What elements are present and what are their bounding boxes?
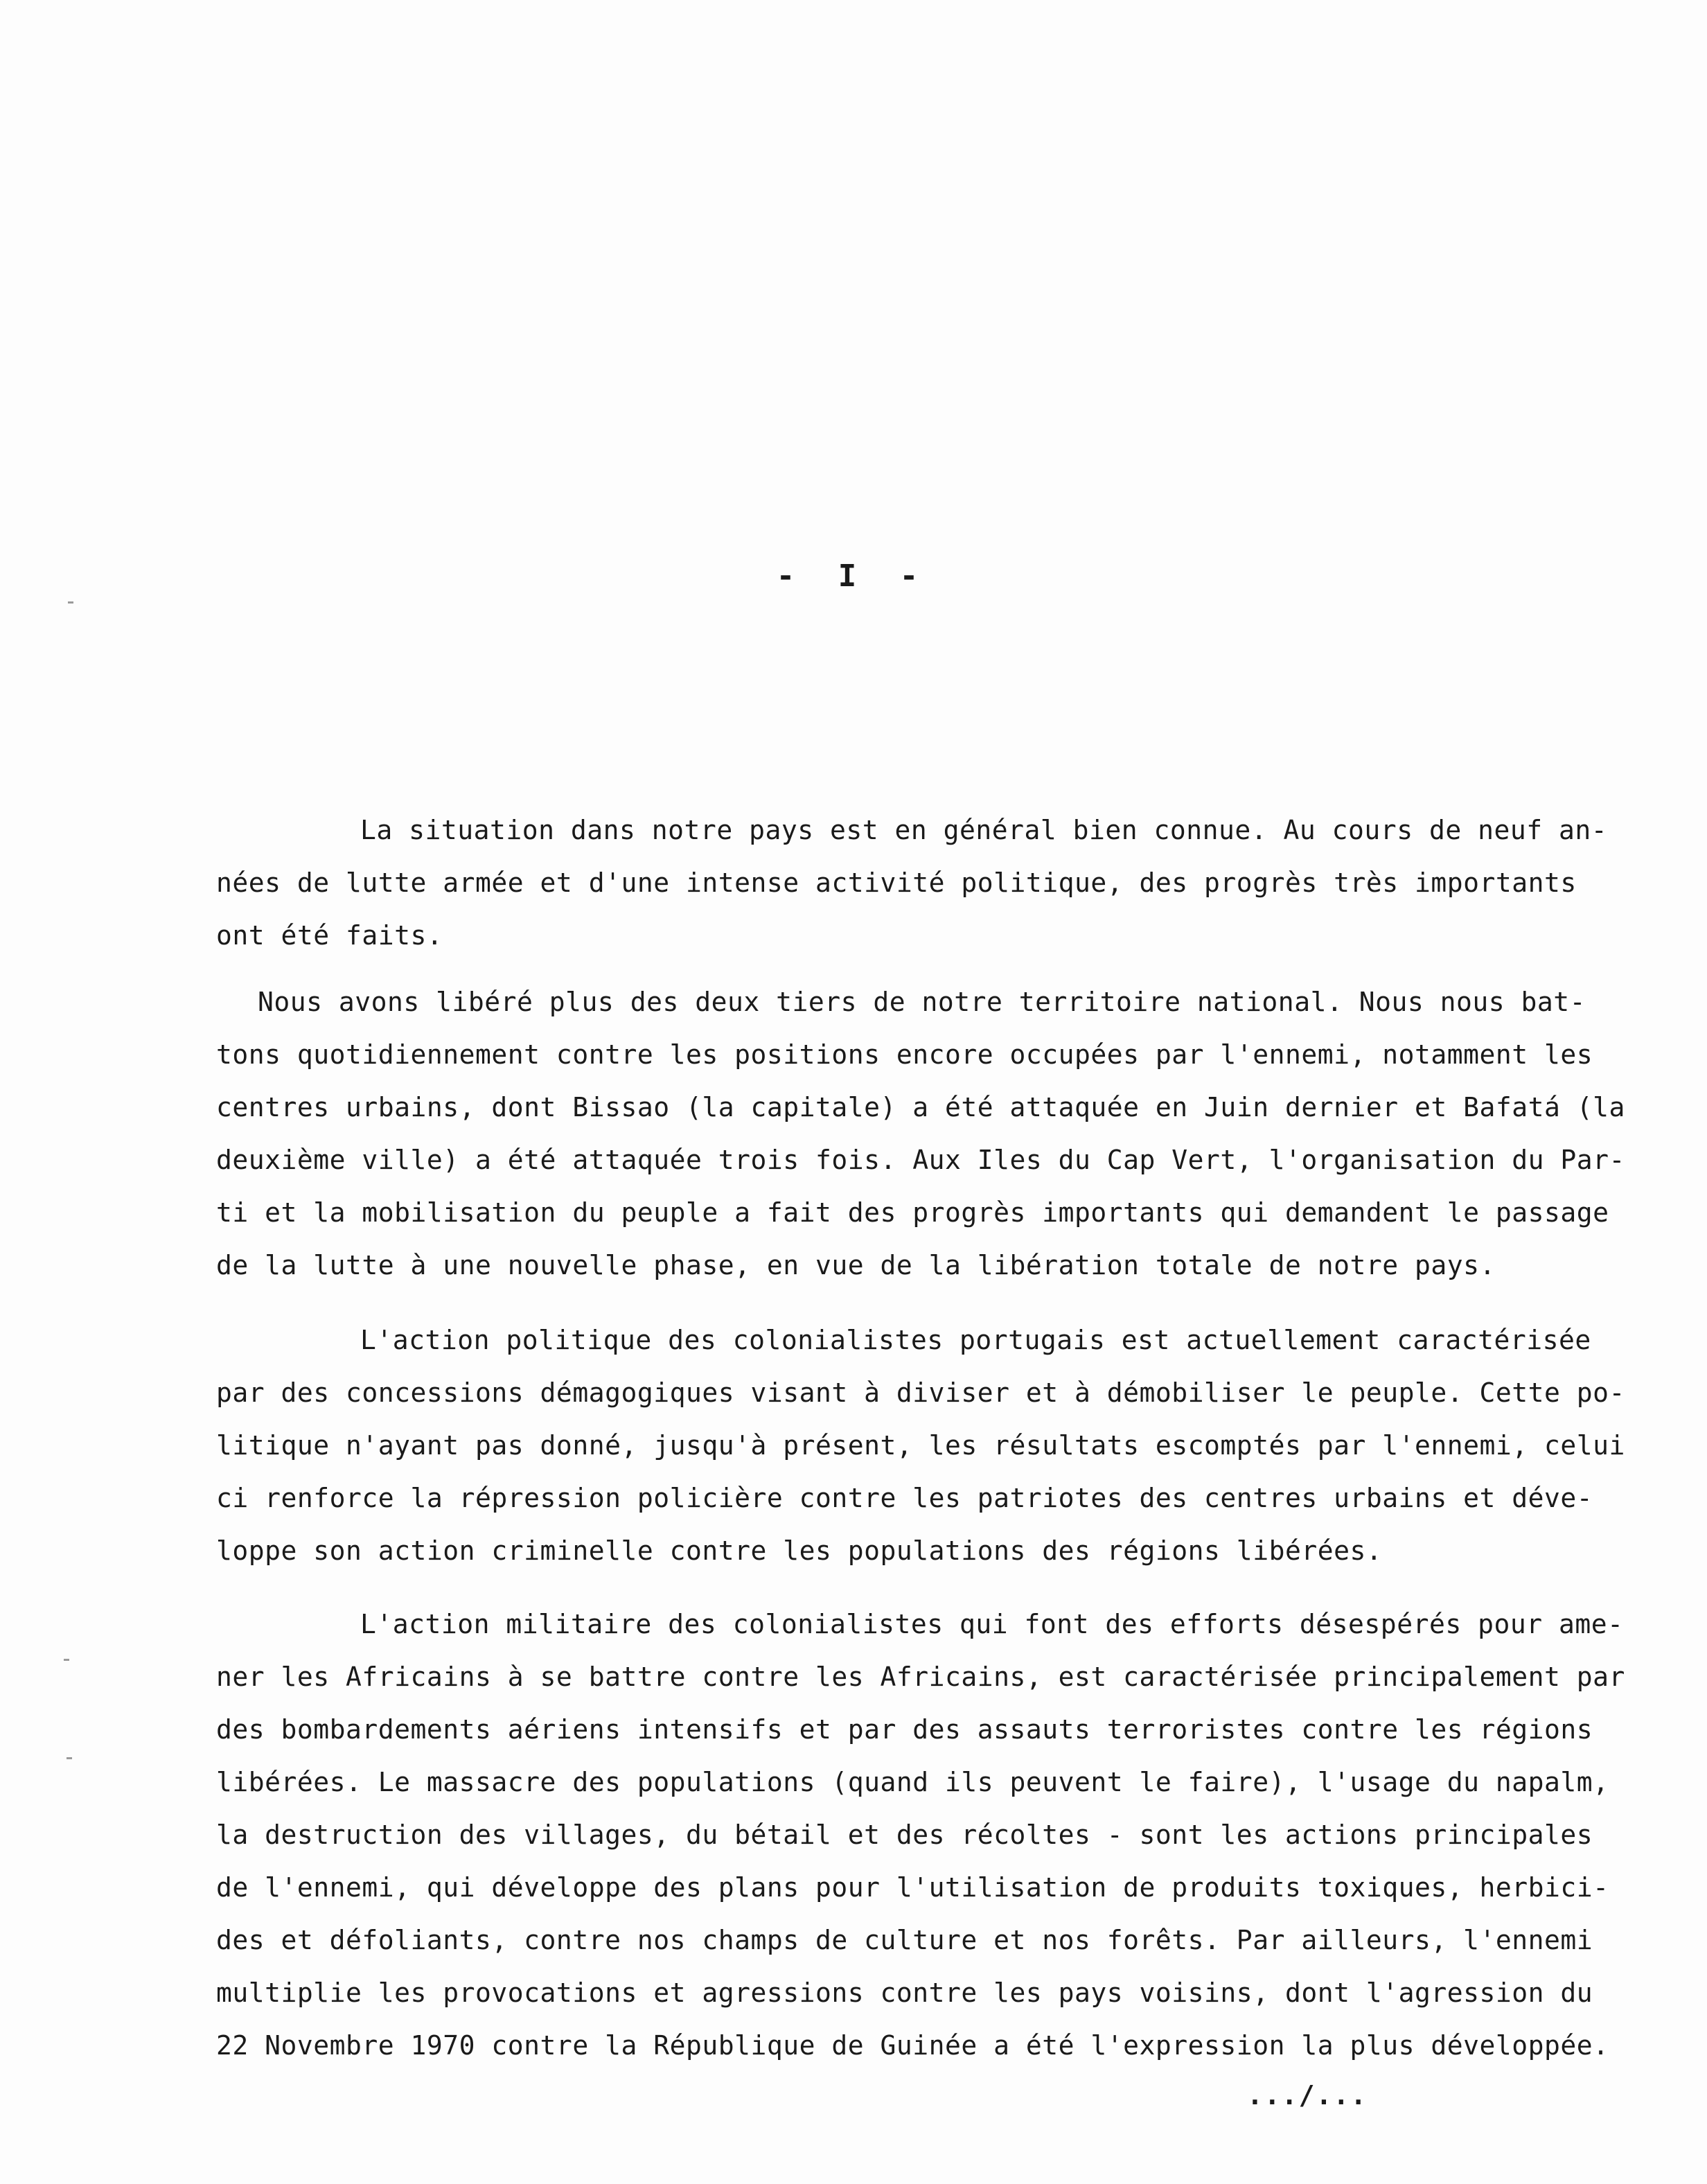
text-line: centres urbains, dont Bissao (la capitale) a été attaquée en Juin dernier et Bafatá (la xyxy=(216,1092,1625,1122)
page-number: - I - xyxy=(776,558,931,594)
paragraph-1 xyxy=(216,804,1629,962)
text-line: deuxième ville) a été attaquée trois fois. Aux Iles du Cap Vert, l'organisation du Par- xyxy=(216,1145,1625,1175)
paragraph-4 xyxy=(216,1598,1629,2072)
text-line: de l'ennemi, qui développe des plans pour l'utilisation de produits toxiques, herbici- xyxy=(216,1872,1609,1903)
text-line: ont été faits. xyxy=(216,920,443,951)
text-line: multiplie les provocations et agressions contre les pays voisins, dont l'agression du xyxy=(216,1978,1593,2008)
text-line: de la lutte à une nouvelle phase, en vue de la libération totale de notre pays. xyxy=(216,1250,1496,1280)
scan-speck xyxy=(67,1757,72,1759)
text-line: L'action politique des colonialistes portugais est actuellement caractérisée xyxy=(360,1325,1591,1355)
text-line: des bombardements aériens intensifs et par des assauts terroristes contre les régions xyxy=(216,1714,1593,1745)
text-line: 22 Novembre 1970 contre la République de Guinée a été l'expression la plus développée. xyxy=(216,2030,1609,2061)
continuation-mark: .../... xyxy=(1247,2080,1368,2111)
text-line: L'action militaire des colonialistes qui font des efforts désespérés pour ame- xyxy=(360,1609,1624,1639)
text-line: nées de lutte armée et d'une intense activité politique, des progrès très importants xyxy=(216,868,1577,898)
scan-speck xyxy=(64,1659,69,1661)
text-line: tons quotidiennement contre les positions encore occupées par l'ennemi, notamment les xyxy=(216,1039,1593,1070)
text-line: ci renforce la répression policière contre les patriotes des centres urbains et déve- xyxy=(216,1483,1593,1513)
text-line: loppe son action criminelle contre les populations des régions libérées. xyxy=(216,1535,1383,1566)
text-line: ner les Africains à se battre contre les Africains, est caractérisée principalement par xyxy=(216,1662,1625,1692)
text-line: libérées. Le massacre des populations (quand ils peuvent le faire), l'usage du napalm, xyxy=(216,1767,1609,1797)
text-line: ti et la mobilisation du peuple a fait des progrès importants qui demandent le passage xyxy=(216,1197,1609,1228)
paragraph-3 xyxy=(216,1314,1629,1577)
text-line: litique n'ayant pas donné, jusqu'à présent, les résultats escomptés par l'ennemi, celui xyxy=(216,1430,1625,1461)
text-line: par des concessions démagogiques visant à diviser et à démobiliser le peuple. Cette po- xyxy=(216,1377,1625,1408)
text-line: des et défoliants, contre nos champs de culture et nos forêts. Par ailleurs, l'ennemi xyxy=(216,1925,1593,1955)
paragraph-2 xyxy=(216,976,1629,1292)
text-line: La situation dans notre pays est en général bien connue. Au cours de neuf an- xyxy=(360,815,1608,845)
text-line: Nous avons libéré plus des deux tiers de notre territoire national. Nous nous bat- xyxy=(258,987,1586,1017)
text-line: la destruction des villages, du bétail et des récoltes - sont les actions principales xyxy=(216,1820,1593,1850)
scan-speck xyxy=(68,601,73,604)
